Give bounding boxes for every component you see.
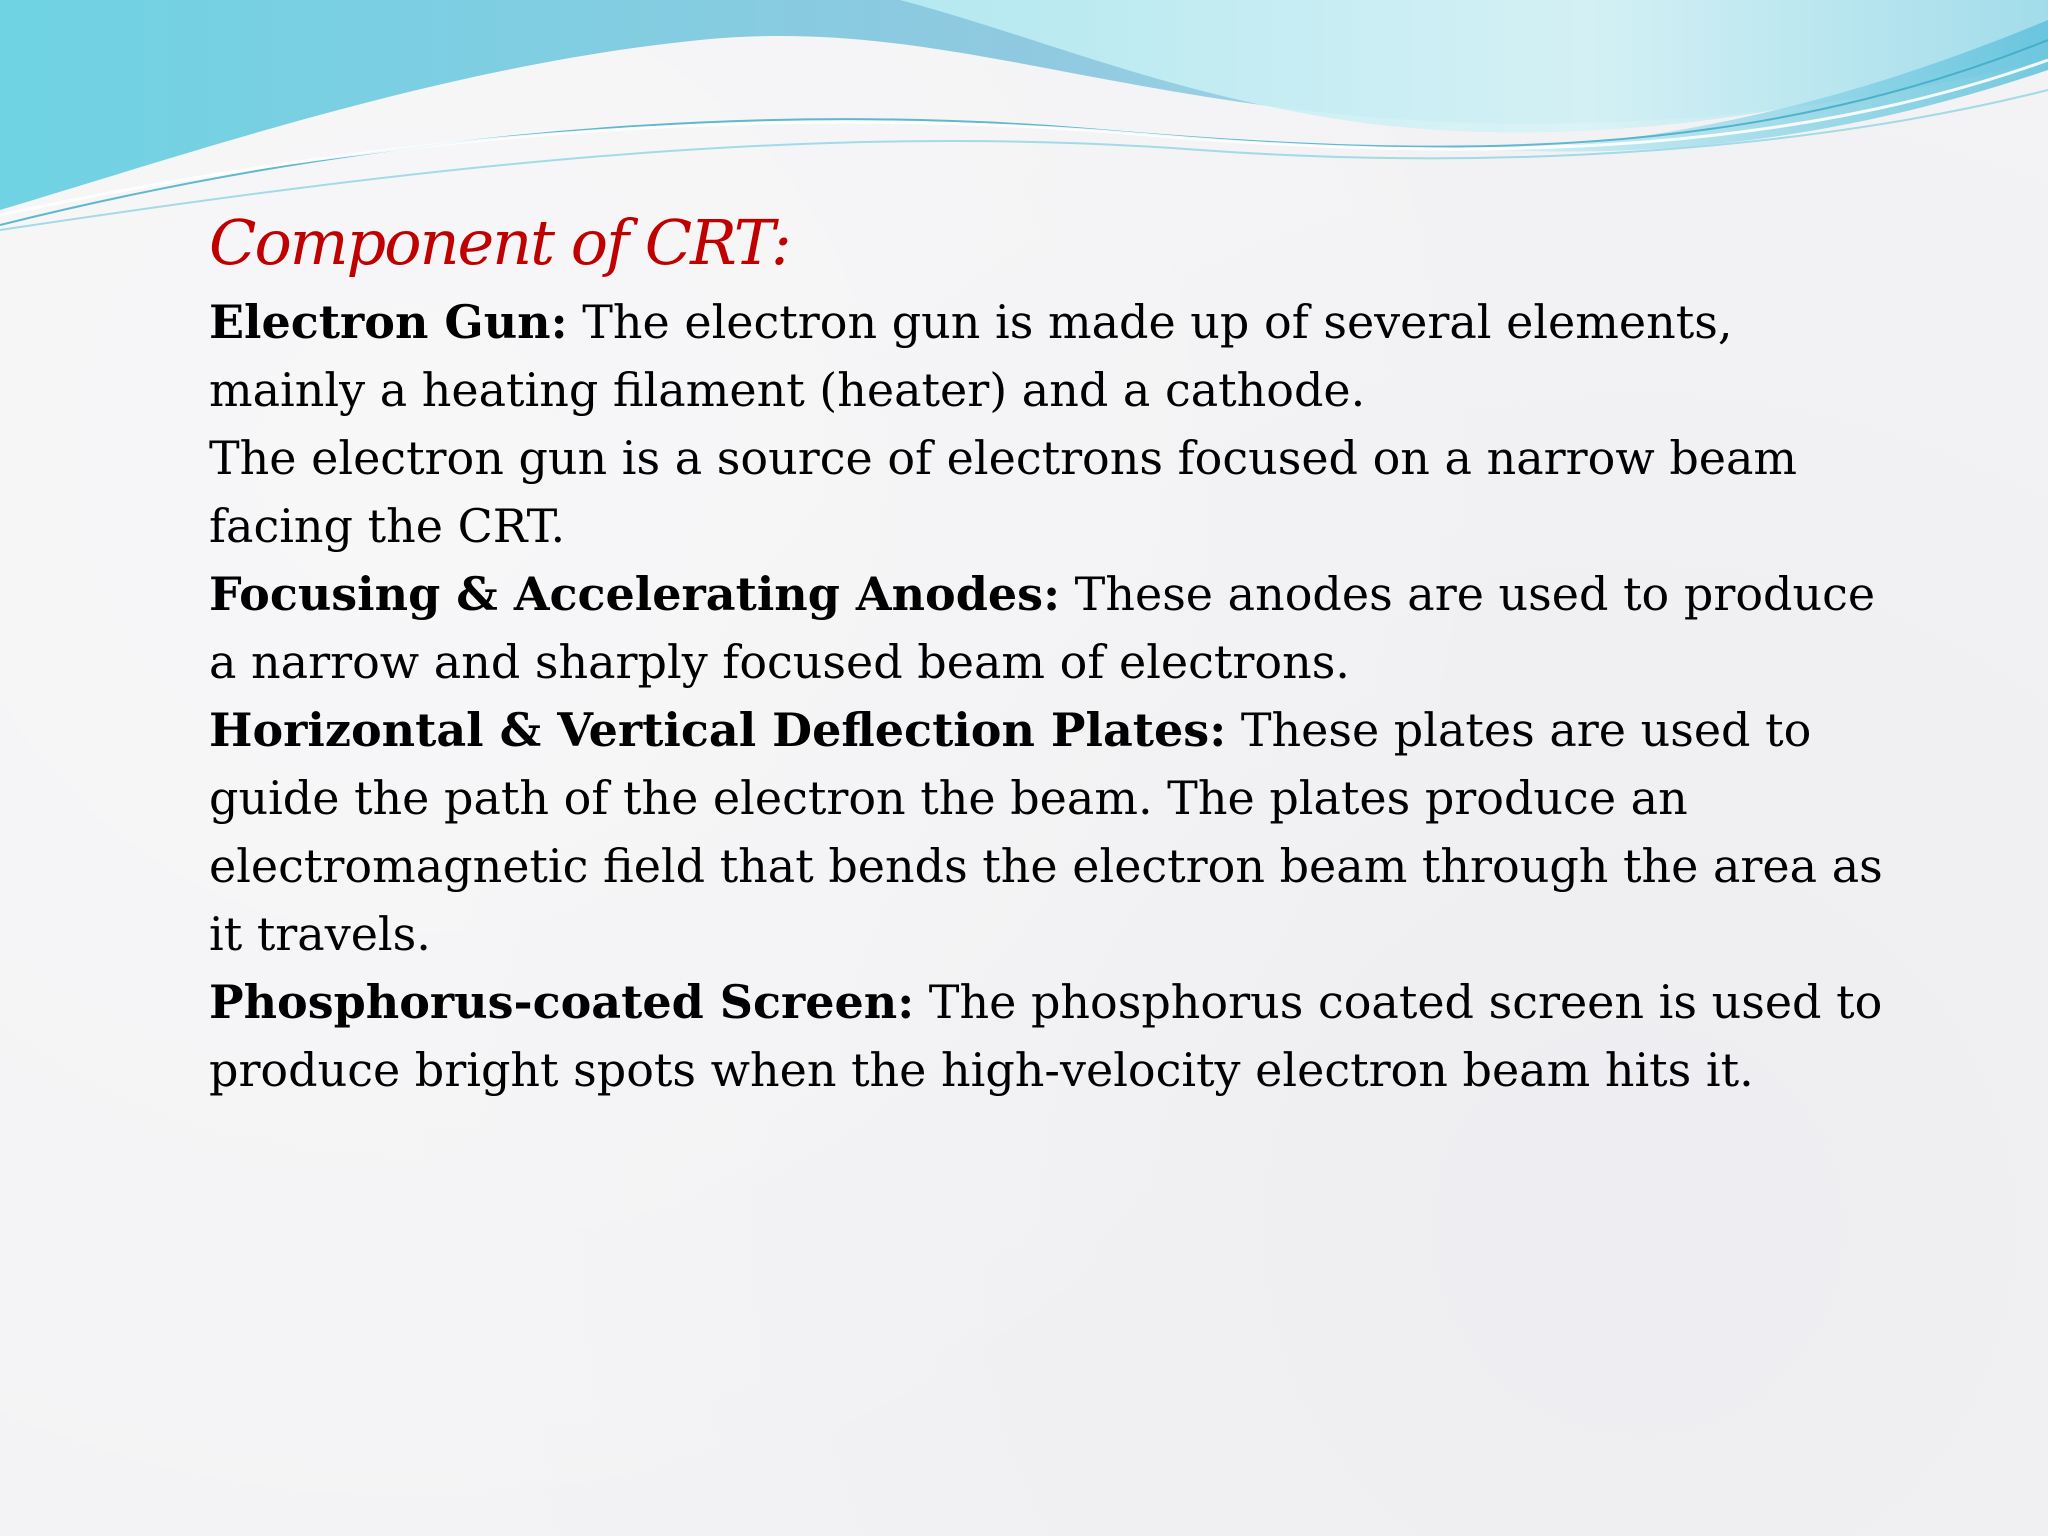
text-electron-source: The electron gun is a source of electrons focused on a narrow beam facing the CRT.	[209, 431, 1798, 553]
text-anodes: These anodes are used to produce a narrow and sharply focused beam of electrons.	[209, 567, 1876, 689]
paragraph-deflection-plates	[209, 696, 1889, 968]
term-electron-gun: Electron Gun:	[209, 295, 568, 349]
slide-content	[209, 200, 1889, 1104]
text-deflection-plates: These plates are used to guide the path of the electron the beam. The plates produce an electromagnetic field that bends the electron beam through the area as it travels.	[209, 703, 1883, 961]
text-phosphorus-screen: The phosphorus coated screen is used to produce bright spots when the high-velocity electron beam hits it.	[209, 975, 1883, 1097]
slide-title: Component of CRT:	[209, 206, 790, 279]
term-anodes: Focusing & Accelerating Anodes:	[209, 567, 1061, 621]
paragraph-phosphorus-screen	[209, 968, 1889, 1104]
term-phosphorus-screen: Phosphorus-coated Screen:	[209, 975, 915, 1029]
paragraph-electron-gun	[209, 288, 1889, 424]
text-electron-gun: The electron gun is made up of several elements, mainly a heating filament (heater) and a cathode.	[209, 295, 1733, 417]
paragraph-electron-source	[209, 424, 1889, 560]
paragraph-anodes	[209, 560, 1889, 696]
term-deflection-plates: Horizontal & Vertical Deflection Plates:	[209, 703, 1227, 757]
